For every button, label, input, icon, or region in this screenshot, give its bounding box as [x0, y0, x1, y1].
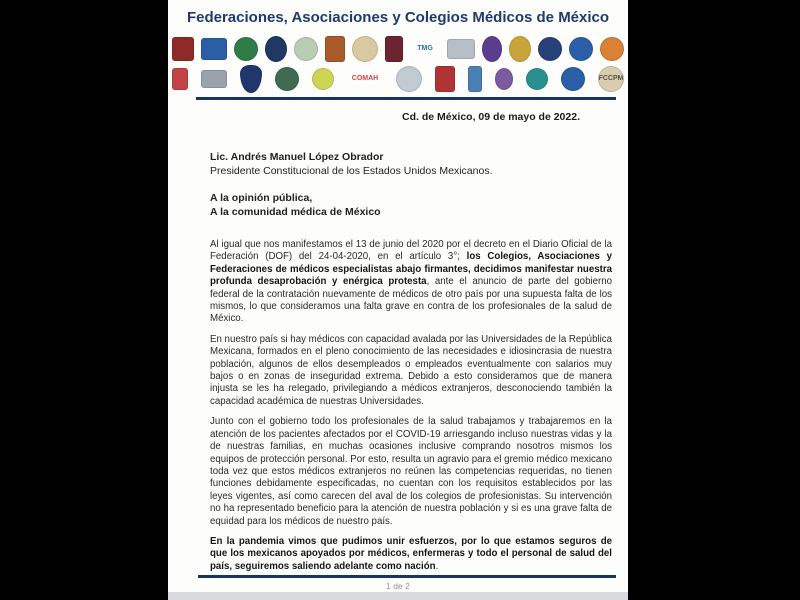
date-line: Cd. de México, 09 de mayo de 2022.: [402, 111, 580, 123]
recipient-name: Lic. Andrés Manuel López Obrador: [210, 151, 384, 163]
header-divider-rule: [196, 97, 616, 100]
body-text: Al igual que nos manifestamos el 13 de junio del 2020 por el decreto en el Diario Oficial de la Federación (DOF) del 24-04-2020, en el artículo 3°;: [210, 239, 612, 263]
navy-oval-logo-icon: [265, 36, 287, 62]
body-text-bold: los Colegios, Asociaciones y Federaciones de médicos especialistas abajo firmantes, decidimos manifestar nuestra profunda desaprobación y enérgica protesta: [210, 251, 613, 288]
red-striped-logo-icon: [172, 68, 188, 90]
red-warrior-logo-icon: [435, 66, 455, 92]
footer-divider-rule: [198, 575, 616, 578]
body-text: , ante el anuncio de parte del gobierno federal de la contratación nuevamente de médicos de otro país por una supuesta falta de los mismos, lo que consideramos una falta grave en contra de los profesionales de la salud de México.: [210, 276, 612, 325]
green-society-logo-icon: [275, 67, 299, 91]
body-paragraph: [210, 334, 612, 408]
salutation-medical-community: A la comunidad médica de México: [210, 205, 381, 218]
logo-row: [182, 64, 624, 94]
gray-map-logo-icon: [447, 39, 475, 59]
maroon-emblem-logo-icon: [172, 37, 194, 61]
blue-college-logo-icon: [201, 38, 227, 60]
aztec-figure-logo-icon: [325, 36, 345, 62]
purple-flower-logo-icon: [495, 68, 513, 90]
blue-globe-logo-icon: [569, 37, 593, 61]
orange-lungs-logo-icon: [600, 37, 624, 61]
blue-map-seal-logo-icon: [561, 67, 585, 91]
body-text-bold: En la pandemia vimos que pudimos unir esfuerzos, por lo que estamos seguros de que los mexicanos apoyados por médicos, enfermeras y todo el personal de salud del país, seguiremos saliendo adelante como nación: [210, 535, 612, 572]
page-bottom-edge: [168, 592, 628, 600]
body-text: En nuestro país si hay médicos con capacidad avalada por las Universidades de la República Mexicana, formados en el pleno conocimiento de las necesidades e idiosincrasia de nuestra población, algunos de ellos desempleados o empleados eventualmente con salarios muy bajos o en zonas de inseguridad extrema. Debido a esto consideramos que de manera injusta se les ha relegado, privilegiando a médicos extranjeros, desconociendo también la capacidad académica de nuestras Universidades.: [210, 333, 612, 407]
eagle-seal-logo-icon: [352, 36, 378, 62]
logo-band: [168, 35, 628, 94]
page-title: Federaciones, Asociaciones y Colegios Médicos de México: [186, 9, 610, 26]
body-paragraph: [210, 536, 612, 573]
pale-green-emblem-logo-icon: [294, 37, 318, 61]
tmg-letters-logo-icon: TMG: [417, 45, 433, 52]
letter-body: [210, 239, 612, 573]
recipient-role: Presidente Constitucional de los Estados Unidos Mexicanos.: [210, 164, 493, 177]
body-paragraph: [210, 416, 612, 528]
gray-text-logo-icon: [201, 70, 227, 88]
purple-oval-logo-icon: [482, 36, 502, 62]
body-text: .: [435, 560, 439, 572]
gray-bird-seal-logo-icon: [396, 66, 422, 92]
blue-figure-logo-icon: [468, 66, 482, 92]
yellow-green-radiant-logo-icon: [312, 68, 334, 90]
maroon-plaque-logo-icon: [385, 36, 403, 62]
green-circle-cross-logo-icon: [234, 37, 258, 61]
gold-oval-seal-logo-icon: [509, 36, 531, 62]
body-paragraph: [210, 239, 612, 326]
teal-seal-logo-icon: [526, 68, 548, 90]
page-number: 1 de 2: [386, 581, 410, 591]
document-page: [168, 0, 628, 600]
salutation-public: A la opinión pública,: [210, 192, 313, 204]
comah-letters-logo-icon: COMAH: [351, 75, 379, 82]
body-text: Junto con el gobierno todo los profesionales de la salud trabajamos y trabajaremos en la atención de los pacientes afectados por el COVID-19 arriesgando incluso nuestras vidas y la de nuestras familias, en muchas ocasiones inclusive comprando nosotros mismos los equipos de protección personal. Por esto, resulta un agravio para el gremio médico mexicano toda vez que estos médicos extranjeros no reúnen las competencias requeridas, no tienen funciones debidamente especificadas, no cuentan con los requisitos establecidos por las leyes vigentes, así como carecen del aval de los colegios de profesionistas. Su intervención no ha representado beneficio para la atención de nuestra población y si es una grave falta de equidad para los médicos de nuestro país.: [210, 416, 612, 527]
recipient-block: [210, 151, 612, 219]
fccpm-shell-logo-icon: FCCPM: [598, 66, 624, 92]
navy-shield-figure-logo-icon: [240, 65, 262, 93]
navy-ring-seal-logo-icon: [538, 37, 562, 61]
logo-row: [182, 35, 614, 63]
